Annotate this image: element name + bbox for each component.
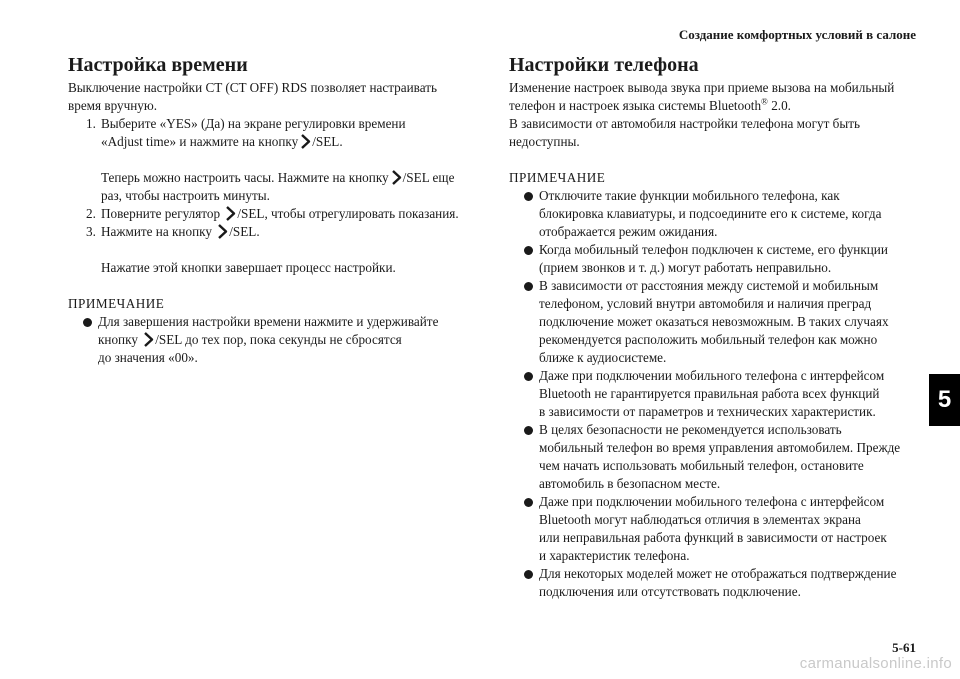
step-number: 2. — [86, 206, 96, 221]
note-item: Для завершения настройки времени нажмите и удерживайте кнопку /SEL до тех пор, пока секунды не сбросятся до значения «00». — [68, 313, 486, 367]
note-list — [68, 313, 486, 367]
step-text: Выберите «YES» (Да) на экране регулировки времени — [101, 116, 406, 131]
note-item: В зависимости от расстояния между системой и мобильным телефоном, условий внутри автомобиля и наличия преград подключение может оказаться невозможным. В таких случаях рекомендуется расположить мобильный телефон как можно ближе к аудиосистеме. — [509, 277, 919, 367]
page-number: 5-61 — [892, 640, 916, 655]
note-heading: ПРИМЕЧАНИЕ — [68, 296, 165, 311]
bullet-icon — [524, 426, 533, 435]
note-heading: ПРИМЕЧАНИЕ — [509, 170, 606, 185]
section-title-phone: Настройки телефона — [509, 54, 699, 76]
note-list — [509, 187, 919, 601]
bullet-icon — [524, 282, 533, 291]
note-item: Даже при подключении мобильного телефона с интерфейсом Bluetooth могут наблюдаться отличия в элементах экрана или неправильная работа функций в зависимости от настроек и характеристик телефона. — [509, 493, 919, 565]
step-text: раз, чтобы настроить минуты. — [101, 188, 270, 203]
intro-line: время вручную. — [68, 98, 158, 113]
intro-line: телефон и настроек языка системы Bluetooth® 2.0. — [509, 96, 791, 113]
note-item: Отключите такие функции мобильного телефона, как блокировка клавиатуры, и подсоедините его к системе, когда отображается режим ожидания. — [509, 187, 919, 241]
registered-mark: ® — [761, 96, 768, 107]
bullet-icon — [524, 570, 533, 579]
tune-knob-icon — [217, 224, 228, 239]
intro-line: В зависимости от автомобиля настройки телефона могут быть — [509, 116, 861, 131]
intro-line: Изменение настроек вывода звука при приеме вызова на мобильный — [509, 80, 895, 95]
note-item: Когда мобильный телефон подключен к системе, его функции (прием звонков и т. д.) могут работать неправильно. — [509, 241, 919, 277]
note-item: Даже при подключении мобильного телефона с интерфейсом Bluetooth не гарантируется правильная работа всех функций в зависимости от параметров и технических характеристик. — [509, 367, 919, 421]
step-text: Теперь можно настроить часы. Нажмите на кнопку /SEL еще — [101, 170, 455, 185]
tune-knob-icon — [300, 134, 311, 149]
tune-knob-icon — [143, 332, 154, 347]
section-title-time: Настройка времени — [68, 54, 248, 76]
chapter-tab: 5 — [929, 374, 960, 426]
step-text: Поверните регулятор /SEL, чтобы отрегулировать показания. — [101, 206, 459, 221]
note-item: В целях безопасности не рекомендуется использовать мобильный телефон во время управления автомобилем. Прежде чем начать использовать мобильный телефон, остановите автомобиль в безопасном месте. — [509, 421, 919, 493]
step-item — [68, 205, 486, 223]
step-item — [68, 115, 486, 205]
tune-knob-icon — [225, 206, 236, 221]
step-item — [68, 223, 486, 277]
step-number: 1. — [86, 116, 96, 131]
intro-line: Выключение настройки CT (CT OFF) RDS позволяет настраивать — [68, 80, 437, 95]
running-header: Создание комфортных условий в салоне — [678, 27, 916, 42]
step-text: Нажатие этой кнопки завершает процесс настройки. — [101, 260, 396, 275]
steps-list — [68, 115, 486, 277]
intro-line: недоступны. — [509, 134, 580, 149]
step-text: Нажмите на кнопку /SEL. — [101, 224, 260, 239]
step-text: «Adjust time» и нажмите на кнопку /SEL. — [101, 134, 343, 149]
phone-settings-section — [509, 52, 919, 601]
step-number: 3. — [86, 224, 96, 239]
time-settings-section — [68, 52, 486, 367]
note-item: Для некоторых моделей может не отображаться подтверждение подключения или отсутствовать подключение. — [509, 565, 919, 601]
tune-knob-icon — [391, 170, 402, 185]
bullet-icon — [524, 192, 533, 201]
bullet-icon — [524, 372, 533, 381]
bullet-icon — [83, 318, 92, 327]
bullet-icon — [524, 498, 533, 507]
watermark: carmanualsonline.info — [799, 655, 952, 672]
bullet-icon — [524, 246, 533, 255]
